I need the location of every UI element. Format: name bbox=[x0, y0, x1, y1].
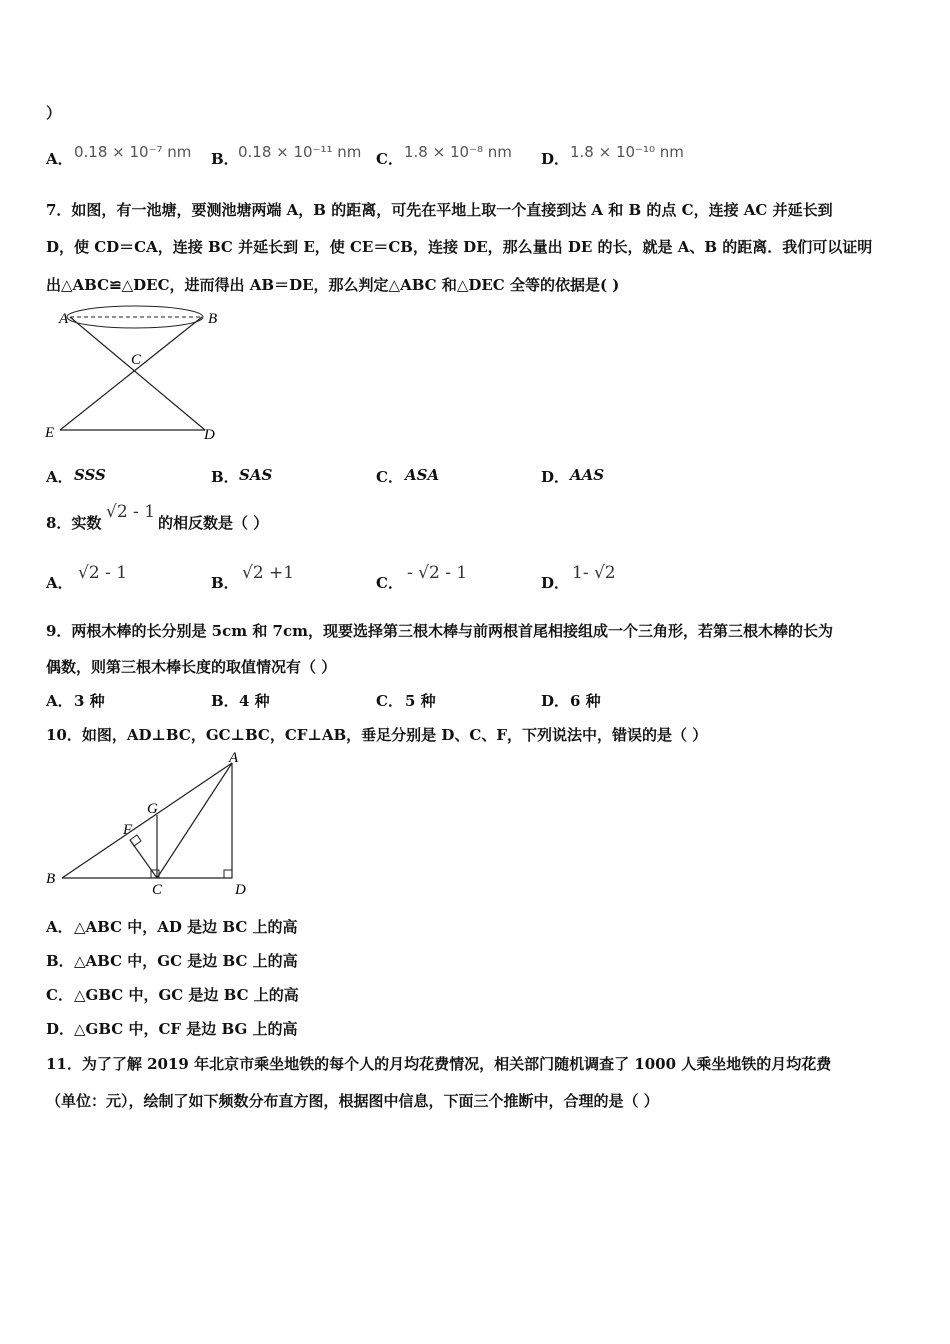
q7-option-a-letter: A． bbox=[46, 468, 73, 486]
label-d: D bbox=[235, 882, 246, 898]
q9-option-a-letter: A． bbox=[46, 692, 73, 710]
q7-line-1: 7．如图，有一池塘，要测池塘两端 A，B 的距离，可先在平地上取一个直接到达 A 和 B 的点 C，连接 AC 并延长到 bbox=[46, 201, 833, 219]
q10-triangle-figure bbox=[40, 748, 260, 898]
q7-option-c-letter: C． bbox=[376, 468, 403, 486]
q7-option-b-value: SAS bbox=[239, 466, 273, 484]
q6-option-c-letter: C． bbox=[376, 150, 403, 168]
q9-option-d-value: 6 种 bbox=[570, 692, 601, 710]
q9-option-b-value: 4 种 bbox=[239, 692, 270, 710]
label-c: C bbox=[152, 882, 163, 898]
label-d: D bbox=[204, 427, 215, 443]
q7-option-c-value: ASA bbox=[405, 466, 440, 484]
q9-option-c-letter: C． bbox=[376, 692, 403, 710]
q8-option-c-letter: C． bbox=[376, 574, 403, 592]
q8-option-d-letter: D． bbox=[541, 574, 570, 592]
q8-prefix: 8．实数 bbox=[46, 514, 102, 532]
label-f: F bbox=[123, 822, 133, 838]
q9-option-c-value: 5 种 bbox=[405, 692, 436, 710]
label-b: B bbox=[208, 311, 218, 327]
label-a: A bbox=[59, 311, 69, 327]
q9-option-a-value: 3 种 bbox=[74, 692, 105, 710]
label-c: C bbox=[131, 352, 142, 368]
q7-line-2: D，使 CD＝CA，连接 BC 并延长到 E，使 CE＝CB，连接 DE，那么量出 DE 的长，就是 A、B 的距离．我们可以证明 bbox=[46, 238, 873, 256]
q6-option-c-value: 1.8 × 10⁻⁸ nm bbox=[404, 143, 512, 161]
q9-line-1: 9．两根木棒的长分别是 5cm 和 7cm，现要选择第三根木棒与前两根首尾相接组成一个三角形，若第三根木棒的长为 bbox=[46, 622, 833, 640]
q7-option-d-letter: D． bbox=[541, 468, 570, 486]
q7-option-d-value: AAS bbox=[570, 466, 605, 484]
segment-ca bbox=[157, 763, 232, 878]
segment-ba bbox=[62, 763, 232, 878]
q9-option-b-letter: B． bbox=[211, 692, 239, 710]
q6-option-d-value: 1.8 × 10⁻¹⁰ nm bbox=[570, 143, 684, 161]
q10-option-d-letter: D． bbox=[46, 1020, 75, 1038]
q10-line-1: 10．如图，AD⊥BC，GC⊥BC，CF⊥AB，垂足分别是 D、C、F，下列说法中，错误的是（ ） bbox=[46, 726, 708, 744]
q8-option-c-value: - √2 - 1 bbox=[407, 563, 468, 583]
q6-option-a-letter: A． bbox=[46, 150, 73, 168]
right-angle-d bbox=[224, 870, 232, 878]
q7-pond-figure bbox=[40, 298, 230, 448]
q8-option-a-value: √2 - 1 bbox=[78, 563, 128, 583]
segment-be bbox=[60, 317, 202, 430]
label-g: G bbox=[147, 801, 158, 817]
q8-option-d-value: 1- √2 bbox=[572, 563, 616, 583]
q6-option-d-letter: D． bbox=[541, 150, 570, 168]
label-b: B bbox=[46, 871, 56, 887]
q6-option-b-value: 0.18 × 10⁻¹¹ nm bbox=[238, 143, 362, 161]
q8-expression: √2 - 1 bbox=[106, 502, 156, 522]
prev-question-stub: ） bbox=[46, 104, 62, 122]
label-e: E bbox=[45, 425, 55, 441]
q6-option-b-letter: B． bbox=[211, 150, 239, 168]
q7-line-3: 出△ABC≌△DEC，进而得出 AB＝DE，那么判定△ABC 和△DEC 全等的依据是( ) bbox=[46, 276, 620, 294]
q10-option-d-value: △GBC 中，CF 是边 BG 上的高 bbox=[74, 1020, 298, 1038]
q10-option-a-letter: A． bbox=[46, 918, 73, 936]
q8-option-a-letter: A． bbox=[46, 574, 73, 592]
q9-option-d-letter: D． bbox=[541, 692, 570, 710]
q10-option-b-letter: B． bbox=[46, 952, 74, 970]
q7-option-b-letter: B． bbox=[211, 468, 239, 486]
q10-option-b-value: △ABC 中，GC 是边 BC 上的高 bbox=[74, 952, 298, 970]
segment-ad bbox=[70, 317, 205, 430]
q9-line-2: 偶数，则第三根木棒长度的取值情况有（ ） bbox=[46, 658, 337, 676]
q11-line-1: 11．为了了解 2019 年北京市乘坐地铁的每个人的月均花费情况，相关部门随机调查了 1000 人乘坐地铁的月均花费 bbox=[46, 1055, 832, 1073]
q6-option-a-value: 0.18 × 10⁻⁷ nm bbox=[74, 143, 192, 161]
q8-suffix: 的相反数是（ ） bbox=[158, 514, 269, 532]
q7-option-a-value: SSS bbox=[74, 466, 106, 484]
q8-option-b-letter: B． bbox=[211, 574, 239, 592]
label-a: A bbox=[229, 750, 239, 766]
q11-line-2: （单位：元），绘制了如下频数分布直方图，根据图中信息，下面三个推断中，合理的是（ ） bbox=[46, 1092, 659, 1110]
q10-option-a-value: △ABC 中，AD 是边 BC 上的高 bbox=[74, 918, 298, 936]
q10-option-c-value: △GBC 中，GC 是边 BC 上的高 bbox=[74, 986, 299, 1004]
q10-option-c-letter: C． bbox=[46, 986, 73, 1004]
q8-option-b-value: √2 +1 bbox=[242, 563, 295, 583]
